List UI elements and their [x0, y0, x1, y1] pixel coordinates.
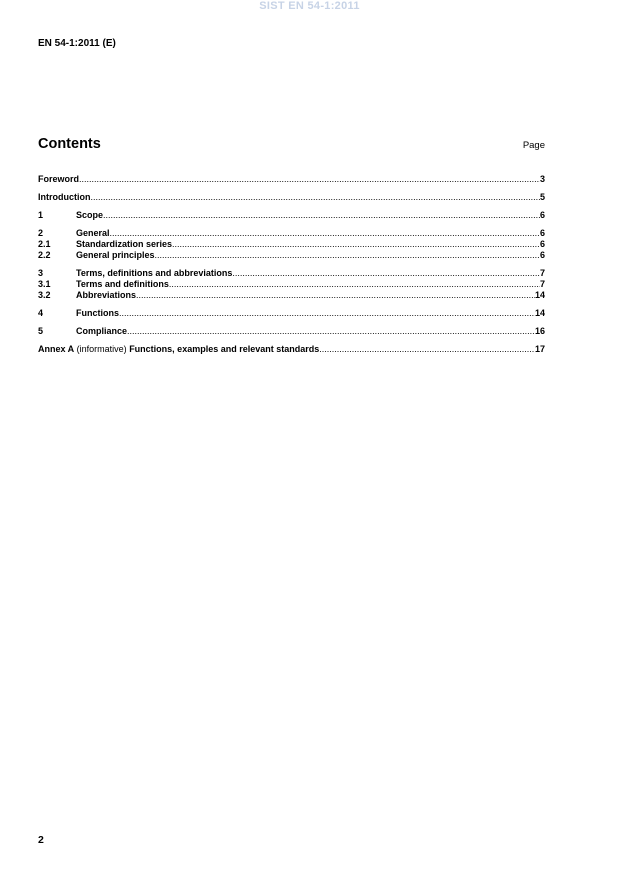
toc-entry-number: 5 [38, 326, 44, 336]
toc-leader-dots [127, 326, 535, 337]
toc-entry-general-principles[interactable] [38, 250, 545, 261]
toc-entry-page: 3 [539, 174, 545, 184]
toc-entry-title: General [76, 228, 110, 238]
toc-entry-introduction[interactable] [38, 192, 545, 203]
toc-entry-page: 6 [539, 250, 545, 260]
toc-leader-dots [319, 344, 535, 355]
toc-entry-number: 3.1 [38, 279, 51, 289]
toc-leader-dots [103, 210, 540, 221]
toc-entry-number: 4 [38, 308, 44, 318]
toc-entry-title: Standardization series [76, 239, 173, 249]
toc-leader-dots [136, 290, 535, 301]
toc-entry-page: 7 [539, 279, 545, 289]
toc-entry-annex-a[interactable] [38, 344, 545, 355]
annex-title: Functions, examples and relevant standards [129, 344, 320, 354]
toc-entry-number: 2.2 [38, 250, 51, 260]
toc-entry-scope[interactable] [38, 210, 545, 221]
toc-entry-title: Terms and definitions [76, 279, 169, 289]
document-id: EN 54-1:2011 (E) [38, 38, 116, 49]
toc-entry-number: 2.1 [38, 239, 51, 249]
toc-entry-title: Functions [76, 308, 119, 318]
page-column-label: Page [522, 140, 545, 151]
toc-entry-title: Introduction [38, 192, 91, 202]
toc-entry-terms-definitions-abbreviations[interactable] [38, 268, 545, 279]
watermark-text: SIST EN 54-1:2011 [259, 0, 360, 12]
toc-entry-number: 2 [38, 228, 44, 238]
toc-entry-number: 1 [38, 210, 44, 220]
toc-leader-dots [169, 279, 540, 290]
toc-entry-page: 6 [539, 228, 545, 238]
toc-entry-functions[interactable] [38, 308, 545, 319]
toc-entry-page: 16 [534, 326, 545, 336]
toc-entry-page: 17 [534, 344, 545, 354]
toc-entry-standardization-series[interactable] [38, 239, 545, 250]
toc-entry-page: 14 [534, 290, 545, 300]
toc-entry-general[interactable] [38, 228, 545, 239]
toc-entry-title: Terms, definitions and abbreviations [76, 268, 233, 278]
toc-entry-title: Abbreviations [76, 290, 137, 300]
table-of-contents [38, 174, 545, 355]
toc-entry-abbreviations[interactable] [38, 290, 545, 301]
toc-leader-dots [91, 192, 540, 203]
toc-entry-page: 6 [539, 210, 545, 220]
toc-entry-title: Scope [76, 210, 104, 220]
annex-note: (informative) [74, 344, 130, 354]
page-title: Contents [38, 136, 101, 152]
toc-entry-title: Compliance [76, 326, 128, 336]
toc-entry-title: Foreword [38, 174, 80, 184]
toc-entry-page: 5 [539, 192, 545, 202]
annex-label: Annex A [38, 344, 75, 354]
toc-leader-dots [79, 174, 540, 185]
page-number: 2 [38, 834, 44, 846]
toc-entry-number: 3.2 [38, 290, 51, 300]
toc-leader-dots [119, 308, 535, 319]
toc-entry-compliance[interactable] [38, 326, 545, 337]
toc-entry-terms-and-definitions[interactable] [38, 279, 545, 290]
toc-entry-title: General principles [76, 250, 155, 260]
toc-entry-number: 3 [38, 268, 44, 278]
toc-leader-dots [110, 228, 540, 239]
toc-leader-dots [232, 268, 540, 279]
toc-entry-page: 7 [539, 268, 545, 278]
toc-entry-page: 6 [539, 239, 545, 249]
toc-entry-foreword[interactable] [38, 174, 545, 185]
toc-entry-page: 14 [534, 308, 545, 318]
toc-leader-dots [172, 239, 540, 250]
toc-leader-dots [155, 250, 540, 261]
toc-entry-title [38, 344, 319, 355]
